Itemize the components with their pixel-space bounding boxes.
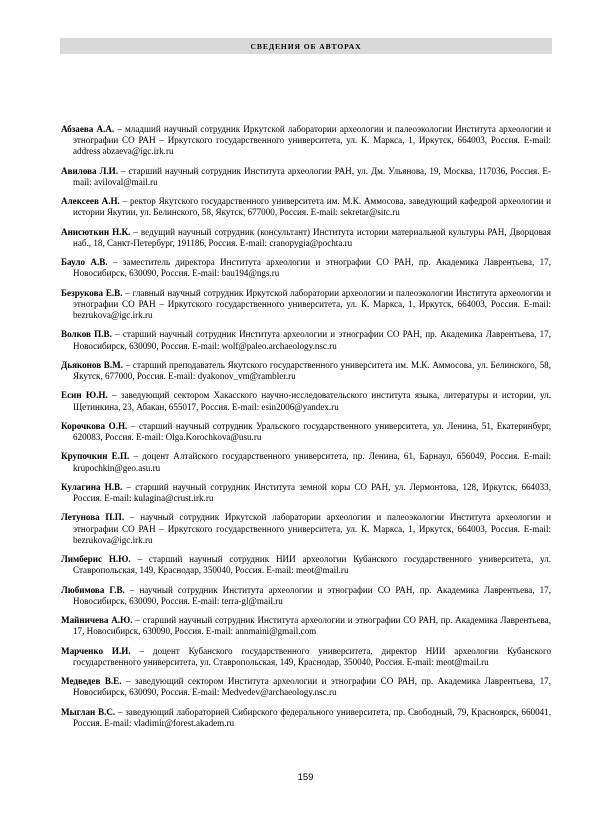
author-entry — [61, 646, 551, 668]
author-entry — [61, 585, 551, 607]
author-details: – старший научный сотрудник Института археологии РАН, ул. Дм. Ульянова, 19, Москва, 117036, Россия. E-mail: aviloval@mail.ru — [73, 165, 551, 187]
author-entry — [61, 451, 551, 473]
author-details: – старший преподаватель Якутского государственного университета им. М.К. Аммосова, ул. Белинского, 58, Якутск, 677000, Россия. E-mail: dyakonov_vm@rambler.ru — [73, 359, 551, 382]
author-details: – главный научный сотрудник Иркутской лаборатории археологии и палеоэкологии Института археологии и этнографии СО РАН – Иркутского государственного университета, ул. К. Маркса, 1, Иркутск, 664003, Россия. E-mail: bezrukova@igc.irk.ru — [73, 287, 551, 321]
author-entry — [61, 676, 551, 698]
author-name: Анисюткин Н.К. — [61, 226, 131, 237]
page-number: 159 — [297, 772, 314, 783]
author-details: – ректор Якутского государственного университета им. М.К. Аммосова, заведующий кафедрой археологии и истории Якутии, ул. Белинского, 58, Якутск, 677000, Россия. E-mail: sekretar@sitc.ru — [73, 196, 552, 218]
author-entry — [61, 360, 551, 382]
author-name: Корочкова О.Н. — [61, 420, 128, 431]
author-entry — [61, 329, 551, 351]
author-details: – младший научный сотрудник Иркутской лаборатории археологии и палеоэкологии Института археологии и этнографии СО РАН – Иркутского государственного университета, ул. К. Маркса, 1, Иркутск, 664003, Россия. E-mail: address abzaeva@igc.irk.ru — [73, 124, 551, 157]
running-header — [60, 38, 552, 54]
author-name: Медведев В.Е. — [61, 676, 122, 687]
author-name: Майничева А.Ю. — [61, 615, 133, 626]
author-name: Летунова П.П. — [61, 512, 125, 523]
author-details: – заведующий лабораторией Сибирского федерального университета, пр. Свободный, 79, Красноярск, 660041, Россия. E-mail: vladimir@forest.akadem.ru — [73, 706, 551, 728]
author-entry — [61, 196, 551, 218]
author-entry — [61, 390, 551, 412]
author-name: Мыглан В.С. — [61, 706, 116, 717]
author-name: Авилова Л.И. — [61, 165, 118, 176]
author-details: – старший научный сотрудник Института археологии и этнографии СО РАН, пр. Академика Лаврентьева, 17, Новосибирск, 630090, Россия. E-mail: annmaini@gmail.com — [73, 615, 551, 637]
author-entry — [61, 482, 551, 504]
author-list — [61, 124, 551, 737]
author-name: Алексеев А.Н. — [61, 196, 120, 207]
author-name: Абзаева А.А. — [61, 124, 115, 134]
author-name: Есин Ю.Н. — [61, 390, 108, 401]
author-details: – научный сотрудник Иркутской лаборатории археологии и палеоэкологии Института археологии и этнографии СО РАН – Иркутского государственного университета, ул. К. Маркса, 1, Иркутск, 664003, Россия. E-mail: bezrukova@igc.irk.ru — [73, 512, 551, 545]
author-entry — [61, 512, 551, 546]
author-name: Крупочкин Е.П. — [61, 451, 130, 462]
author-details: – старший научный сотрудник Уральского государственного университета, ул. Ленина, 51, Екатеринбург, 620083, Россия. E-mail: Olga.Korochkova@usu.ru — [73, 420, 551, 443]
author-name: Лимберис Н.Ю. — [61, 554, 131, 565]
author-details: – доцент Кубанского государственного университета, директор НИИ археологии Кубанского государственного университета, ул. Ставропольская, 149, Краснодар, 350040, Россия. E-mail: meot@mail.ru — [73, 645, 552, 667]
author-details: – доцент Алтайского государственного университета, пр. Ленина, 61, Барнаул, 656049, Россия. E-mail: krupochkin@geo.asu.ru — [73, 451, 551, 473]
author-details: – старший научный сотрудник НИИ археологии Кубанского государственного университета, ул. Ставропольская, 149, Краснодар, 350040, Россия. E-mail: meot@mail.ru — [73, 554, 552, 576]
author-name: Кулагина Н.В. — [61, 481, 123, 492]
author-name: Волков П.В. — [61, 329, 112, 340]
author-entry — [61, 707, 551, 729]
author-entry — [61, 615, 551, 637]
author-details: – научный сотрудник Института археологии и этнографии СО РАН, пр. Академика Лаврентьева, 17, Новосибирск, 630090, Россия. E-mail: terra-gl@mail.ru — [73, 584, 552, 606]
author-entry — [61, 124, 551, 158]
header-title: СВЕДЕНИЯ ОБ АВТОРАХ — [250, 41, 362, 51]
author-entry — [61, 288, 551, 322]
author-entry — [61, 257, 551, 279]
author-details: – ведущий научный сотрудник (консультант) Института истории материальной культуры РАН, Дворцовая наб., 18, Санкт-Петербург, 191186, Россия. E-mail: cranopygia@pochta.ru — [73, 226, 551, 248]
author-entry — [61, 421, 551, 443]
author-name: Дьяконов В.М. — [61, 359, 123, 370]
author-entry — [61, 166, 551, 188]
author-details: – заведующий сектором Института археологии и этнографии СО РАН, пр. Академика Лаврентьева, 17, Новосибирск, 630090, Россия. E-mail: Medvedev@archaeology.nsc.ru — [73, 676, 551, 698]
author-name: Любимова Г.В. — [61, 584, 125, 595]
author-details: – старший научный сотрудник Института земной коры СО РАН, ул. Лермонтова, 128, Иркутск, 664033, Россия. E-mail: kulagina@crust.irk.ru — [73, 481, 551, 504]
author-entry — [61, 227, 551, 249]
author-entry — [61, 554, 551, 576]
author-details: – заведующий сектором Хакасского научно-исследовательского института языка, литературы и истории, ул. Щетинкина, 23, Абакан, 655017, Россия. E-mail: esin2006@yandex.ru — [73, 390, 551, 412]
author-name: Марченко И.И. — [61, 645, 131, 656]
author-details: – старший научный сотрудник Института археологии и этнографии СО РАН, пр. Академика Лаврентьева, 17, Новосибирск, 630090, Россия. E-mail: wolf@paleo.archaeology.nsc.ru — [73, 329, 551, 351]
author-name: Бауло А.В. — [61, 257, 108, 268]
author-name: Безрукова Е.В. — [61, 287, 123, 298]
author-details: – заместитель директора Института археологии и этнографии СО РАН, пр. Академика Лаврентьева, 17, Новосибирск, 630090, Россия. E-mail: bau194@ngs.ru — [73, 257, 551, 279]
